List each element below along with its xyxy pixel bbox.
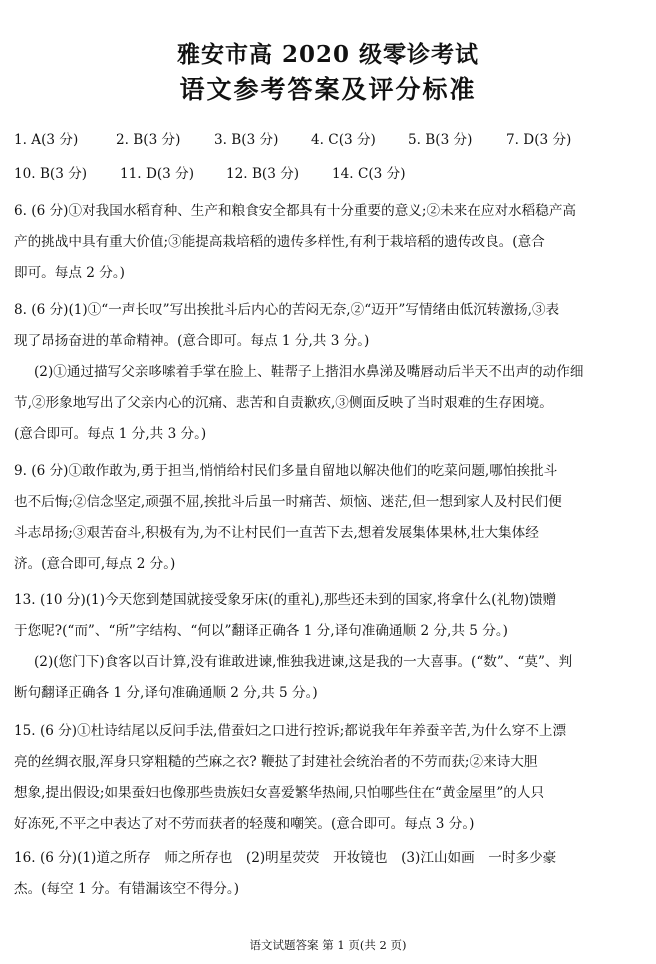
answer-line: 现了昂扬奋进的革命精神。(意合即可。每点 1 分,共 3 分。) [14, 333, 370, 349]
choice-answer: 12. B(3 分) [226, 166, 300, 182]
answer-line: 产的挑战中具有重大价值;③能提高栽培稻的遗传多样性,有利于栽培稻的遗传改良。(意合 [14, 234, 545, 250]
choice-answer: 5. B(3 分) [408, 132, 473, 148]
answer-line: 9. (6 分)①敢作敢为,勇于担当,悄悄给村民们多量自留地以解决他们的吃菜问题,哪怕挨批斗 [14, 463, 558, 479]
answer-q6 [14, 196, 642, 289]
answer-line: 6. (6 分)①对我国水稻育种、生产和粮食安全都具有十分重要的意义;②未来在应对水稻稳产高 [14, 203, 577, 219]
answer-line: 斗志昂扬;③艰苦奋斗,积极有为,为不让村民们一直苦下去,想着发展集体果林,壮大集体经 [14, 525, 539, 541]
answer-line: (意合即可。每点 1 分,共 3 分。) [14, 426, 207, 442]
answer-line: 于您呢?(“而”、“所”字结构、“何以”翻译正确各 1 分,译句准确通顺 2 分,共 5 分。) [14, 623, 508, 639]
answer-line: 亮的丝绸衣服,浑身只穿粗糙的苎麻之衣? 鞭挞了封建社会统治者的不劳而获;②来诗大胆 [14, 754, 538, 770]
answer-q9 [14, 456, 642, 580]
answer-key-title: 语文参考答案及评分标准 [179, 75, 477, 104]
answer-line: 16. (6 分)(1)道之所存 师之所存也 (2)明星荧荧 开妆镜也 (3)江山如画 一时多少豪 [14, 850, 557, 866]
answer-q15 [14, 716, 642, 840]
answer-line: (2)(您门下)食客以百计算,没有谁敢进谏,惟独我进谏,这是我的一大喜事。(“数”、“莫”、判 [34, 654, 573, 670]
answer-line: 想象,提出假设;如果蚕妇也像那些贵族妇女喜爱繁华热闹,只怕哪些住在“黄金屋里”的人只 [14, 785, 545, 801]
answer-line: (2)①通过描写父亲哆嗦着手掌在脸上、鞋帮子上揩泪水鼻涕及嘴唇动后半天不出声的动作细 [34, 364, 584, 380]
answer-line: 济。(意合即可,每点 2 分。) [14, 556, 176, 572]
answer-line: 好冻死,不平之中表达了对不劳而获者的轻蔑和嘲笑。(意合即可。每点 3 分。) [14, 816, 475, 832]
answer-line: 断句翻译正确各 1 分,译句准确通顺 2 分,共 5 分。) [14, 685, 318, 701]
choice-answer: 11. D(3 分) [120, 166, 195, 182]
choice-answer: 3. B(3 分) [214, 132, 279, 148]
answer-q16 [14, 843, 642, 905]
answer-line: 13. (10 分)(1)今天您到楚国就接受象牙床(的重礼),那些还未到的国家,将拿什么(礼物)馈赠 [14, 592, 557, 608]
page-footer: 语文试题答案 第 1 页(共 2 页) [249, 938, 407, 952]
answer-q13 [14, 585, 642, 709]
choice-answers-row-2 [14, 162, 406, 182]
choice-answer: 2. B(3 分) [116, 132, 181, 148]
choice-answer: 1. A(3 分) [14, 132, 79, 148]
answer-q8 [14, 295, 642, 450]
choice-answer: 14. C(3 分) [332, 166, 406, 182]
choice-answer: 7. D(3 分) [506, 132, 572, 148]
choice-answers-row-1 [14, 128, 571, 148]
answer-line: 也不后悔;②信念坚定,顽强不屈,挨批斗后虽一时痛苦、烦恼、迷茫,但一想到家人及村民们便 [14, 494, 562, 510]
choice-answer: 10. B(3 分) [14, 166, 88, 182]
answer-line: 8. (6 分)(1)①“一声长叹”写出挨批斗后内心的苦闷无奈,②“迈开”写情绪由低沉转激扬,③表 [14, 302, 560, 318]
answer-line: 节,②形象地写出了父亲内心的沉痛、悲苦和自责歉疚,③侧面反映了当时艰难的生存困境。 [14, 395, 553, 411]
answer-line: 15. (6 分)①杜诗结尾以反问手法,借蚕妇之口进行控诉;都说我年年养蚕辛苦,为什么穿不上漂 [14, 723, 567, 739]
choice-answer: 4. C(3 分) [311, 132, 376, 148]
answer-line: 即可。每点 2 分。) [14, 265, 125, 281]
exam-title: 雅安市高 2020 级零诊考试 [176, 41, 480, 68]
answer-line: 杰。(每空 1 分。有错漏该空不得分。) [14, 881, 240, 897]
